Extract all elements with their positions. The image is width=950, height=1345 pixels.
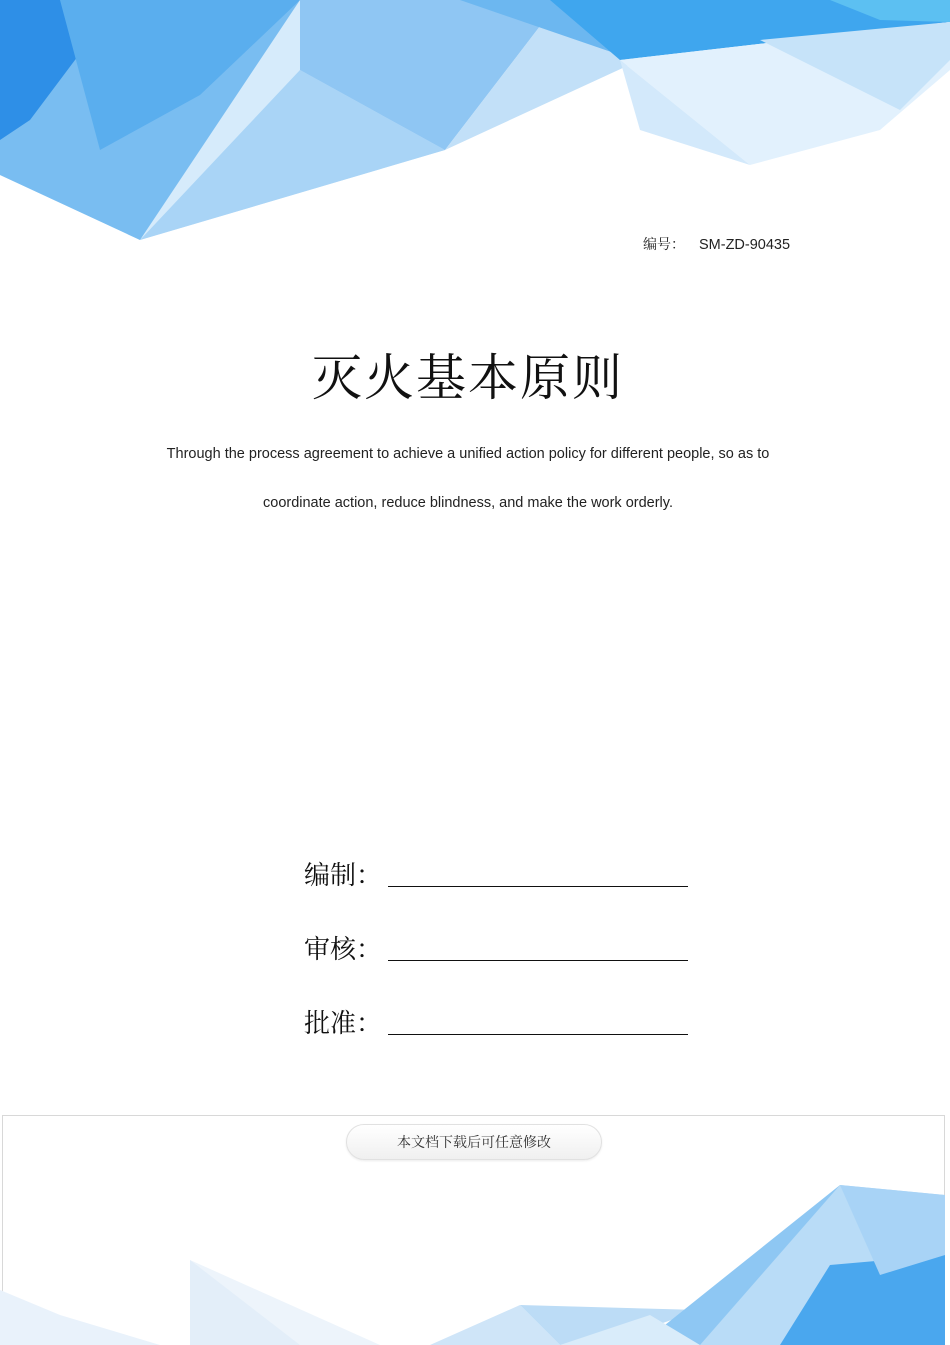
signature-line-compiled (388, 886, 688, 887)
document-number-value: SM-ZD-90435 (699, 237, 791, 253)
signature-line-approved (388, 1034, 688, 1035)
subtitle-line-2: coordinate action, reduce blindness, and make the work orderly. (263, 495, 673, 511)
document-number-label: 编号： (643, 237, 685, 253)
signature-label-approved: 批准： (304, 1009, 383, 1039)
subtitle-line-1: Through the process agreement to achieve a unified action policy for different people, so as to (166, 446, 770, 462)
editable-notice-badge: 本文档下载后可任意修改 (346, 1124, 602, 1160)
top-decoration-graphic (0, 0, 950, 250)
signature-line-reviewed (388, 960, 688, 961)
document-title: 灭火基本原则 (312, 349, 624, 407)
signature-label-compiled: 编制： (304, 861, 383, 891)
signature-label-reviewed: 审核： (304, 935, 383, 965)
document-number (643, 234, 790, 254)
